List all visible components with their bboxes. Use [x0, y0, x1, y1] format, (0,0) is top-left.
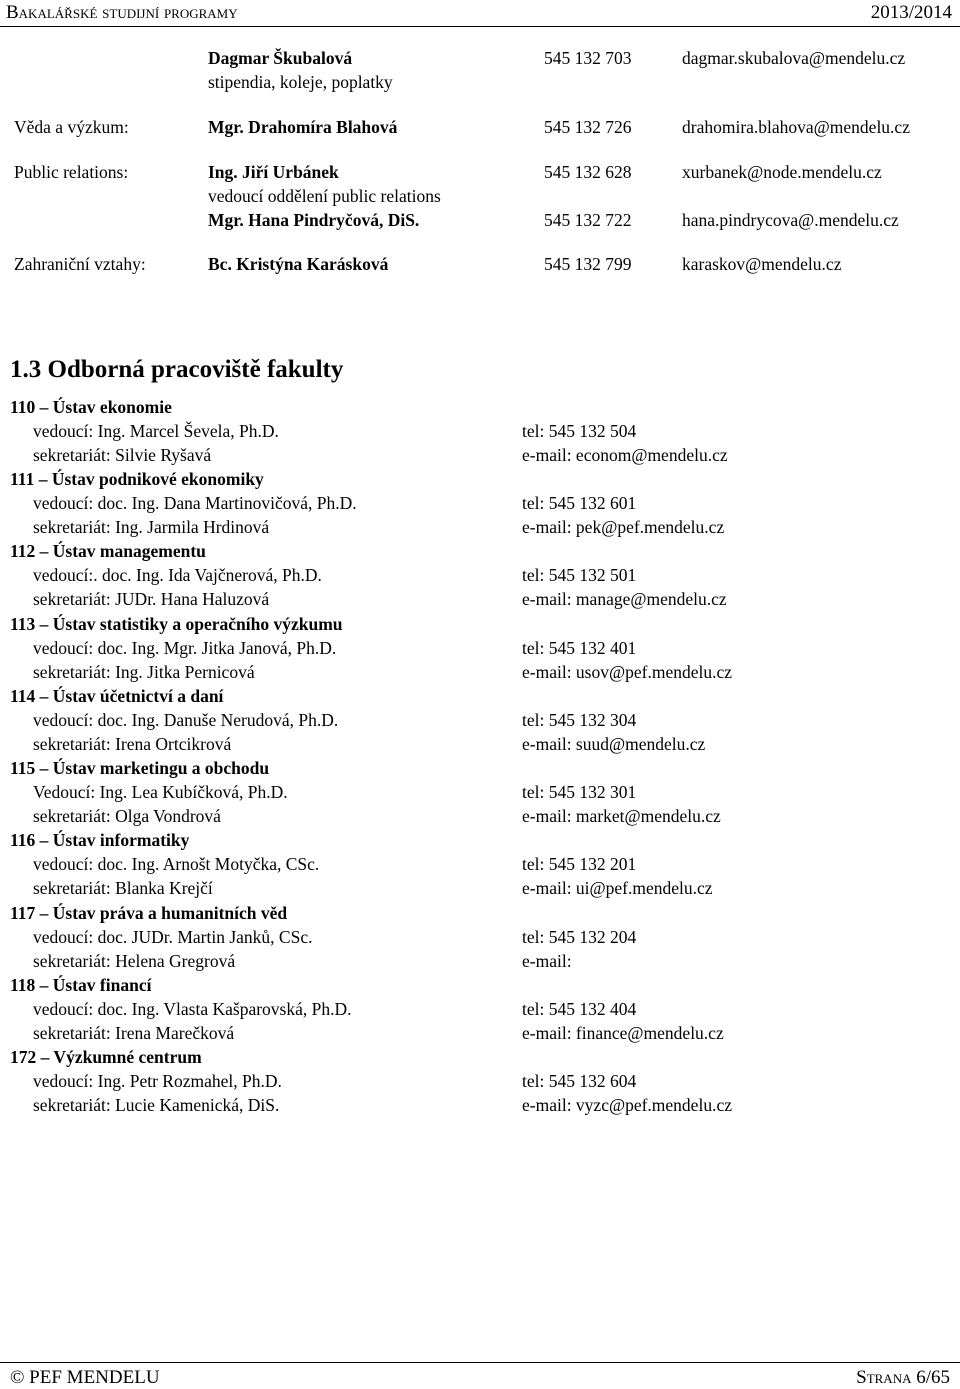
footer-copyright: © PEF MENDELU [10, 1367, 160, 1388]
institute-secretary: sekretariát: Ing. Jitka Pernicová [33, 662, 255, 682]
institute-entry [10, 1047, 930, 1215]
contact-email[interactable]: dagmar.skubalova@mendelu.cz [682, 48, 906, 68]
institute-head: vedoucí: doc. Ing. Dana Martinovičová, Ph.D. [33, 493, 357, 513]
institute-email[interactable]: e-mail: ui@pef.mendelu.cz [522, 878, 713, 898]
institute-email[interactable]: e-mail: manage@mendelu.cz [522, 589, 727, 609]
institute-email[interactable]: e-mail: vyzc@pef.mendelu.cz [522, 1095, 732, 1115]
contact-phone: 545 132 628 [544, 162, 632, 182]
institute-head: vedoucí: Ing. Petr Rozmahel, Ph.D. [33, 1071, 282, 1091]
contact-phone: 545 132 722 [544, 210, 632, 230]
institute-email[interactable]: e-mail: finance@mendelu.cz [522, 1023, 724, 1043]
institute-secretary: sekretariát: Lucie Kamenická, DiS. [33, 1095, 280, 1115]
institute-email[interactable]: e-mail: [522, 951, 572, 971]
institute-name: 111 – Ústav podnikové ekonomiky [10, 469, 264, 489]
institute-phone: tel: 545 132 201 [522, 854, 637, 874]
institute-head: vedoucí: Ing. Marcel Ševela, Ph.D. [33, 421, 279, 441]
contact-name: Mgr. Drahomíra Blahová [208, 117, 398, 137]
contact-phone: 545 132 703 [544, 48, 632, 68]
header-year: 2013/2014 [870, 2, 952, 23]
institute-email[interactable]: e-mail: econom@mendelu.cz [522, 445, 728, 465]
institute-phone: tel: 545 132 601 [522, 493, 637, 513]
contact-role: Věda a výzkum: [14, 117, 129, 137]
contact-role: Public relations: [14, 162, 129, 182]
institute-secretary: sekretariát: Silvie Ryšavá [33, 445, 212, 465]
contact-email[interactable]: hana.pindrycova@.mendelu.cz [682, 210, 899, 230]
footer-page-number [856, 1367, 950, 1389]
institute-name: 117 – Ústav práva a humanitních věd [10, 903, 288, 923]
institute-phone: tel: 545 132 304 [522, 710, 637, 730]
page-header [0, 0, 960, 27]
institute-phone: tel: 545 132 204 [522, 927, 637, 947]
institute-secretary: sekretariát: Helena Gregrová [33, 951, 236, 971]
institute-secretary: sekretariát: Olga Vondrová [33, 806, 221, 826]
institute-phone: tel: 545 132 504 [522, 421, 637, 441]
institute-head: vedoucí: doc. Ing. Danuše Nerudová, Ph.D. [33, 710, 339, 730]
institute-email[interactable]: e-mail: pek@pef.mendelu.cz [522, 517, 725, 537]
institute-name: 118 – Ústav financí [10, 975, 152, 995]
institute-head: vedoucí: doc. JUDr. Martin Janků, CSc. [33, 927, 313, 947]
institute-name: 115 – Ústav marketingu a obchodu [10, 758, 270, 778]
institute-secretary: sekretariát: Ing. Jarmila Hrdinová [33, 517, 270, 537]
contact-name: Mgr. Hana Pindryčová, DiS. [208, 210, 420, 230]
institute-email[interactable]: e-mail: usov@pef.mendelu.cz [522, 662, 732, 682]
contact-subtitle: stipendia, koleje, poplatky [208, 72, 393, 92]
contact-email[interactable]: karaskov@mendelu.cz [682, 254, 842, 274]
institute-name: 116 – Ústav informatiky [10, 830, 190, 850]
institute-head: Vedoucí: Ing. Lea Kubíčková, Ph.D. [33, 782, 288, 802]
institute-name: 113 – Ústav statistiky a operačního výzkumu [10, 614, 343, 634]
institute-phone: tel: 545 132 401 [522, 638, 637, 658]
contact-email[interactable]: drahomira.blahova@mendelu.cz [682, 117, 910, 137]
institute-head: vedoucí: doc. Ing. Mgr. Jitka Janová, Ph.D. [33, 638, 337, 658]
institute-name: 114 – Ústav účetnictví a daní [10, 686, 224, 706]
institute-name: 110 – Ústav ekonomie [10, 397, 172, 417]
contact-role: Zahraniční vztahy: [14, 254, 146, 274]
institute-head: vedoucí: doc. Ing. Vlasta Kašparovská, Ph.D. [33, 999, 352, 1019]
institute-phone: tel: 545 132 501 [522, 565, 637, 585]
contact-subtitle: vedoucí oddělení public relations [208, 186, 441, 206]
institute-head: vedoucí:. doc. Ing. Ida Vajčnerová, Ph.D. [33, 565, 322, 585]
institute-name: 172 – Výzkumné centrum [10, 1047, 202, 1067]
page-footer [0, 1362, 960, 1388]
institute-secretary: sekretariát: Irena Marečková [33, 1023, 235, 1043]
footer-page-label: Strana [856, 1367, 912, 1388]
institute-secretary: sekretariát: JUDr. Hana Haluzová [33, 589, 270, 609]
footer-page-value: 6/65 [916, 1367, 950, 1388]
institute-secretary: sekretariát: Irena Ortcikrová [33, 734, 232, 754]
institute-email[interactable]: e-mail: market@mendelu.cz [522, 806, 721, 826]
institute-phone: tel: 545 132 301 [522, 782, 637, 802]
institute-email[interactable]: e-mail: suud@mendelu.cz [522, 734, 706, 754]
contact-name: Dagmar Škubalová [208, 48, 353, 68]
section-title: 1.3 Odborná pracoviště fakulty [10, 356, 344, 383]
institute-head: vedoucí: doc. Ing. Arnošt Motyčka, CSc. [33, 854, 320, 874]
header-title: Bakalářské studijní programy [6, 2, 238, 23]
institute-secretary: sekretariát: Blanka Krejčí [33, 878, 213, 898]
contact-name: Bc. Kristýna Karásková [208, 254, 389, 274]
institute-phone: tel: 545 132 604 [522, 1071, 637, 1091]
contact-email[interactable]: xurbanek@node.mendelu.cz [682, 162, 882, 182]
institute-name: 112 – Ústav managementu [10, 541, 206, 561]
institute-phone: tel: 545 132 404 [522, 999, 637, 1019]
contact-phone: 545 132 726 [544, 117, 632, 137]
contact-name: Ing. Jiří Urbánek [208, 162, 339, 182]
contact-phone: 545 132 799 [544, 254, 632, 274]
